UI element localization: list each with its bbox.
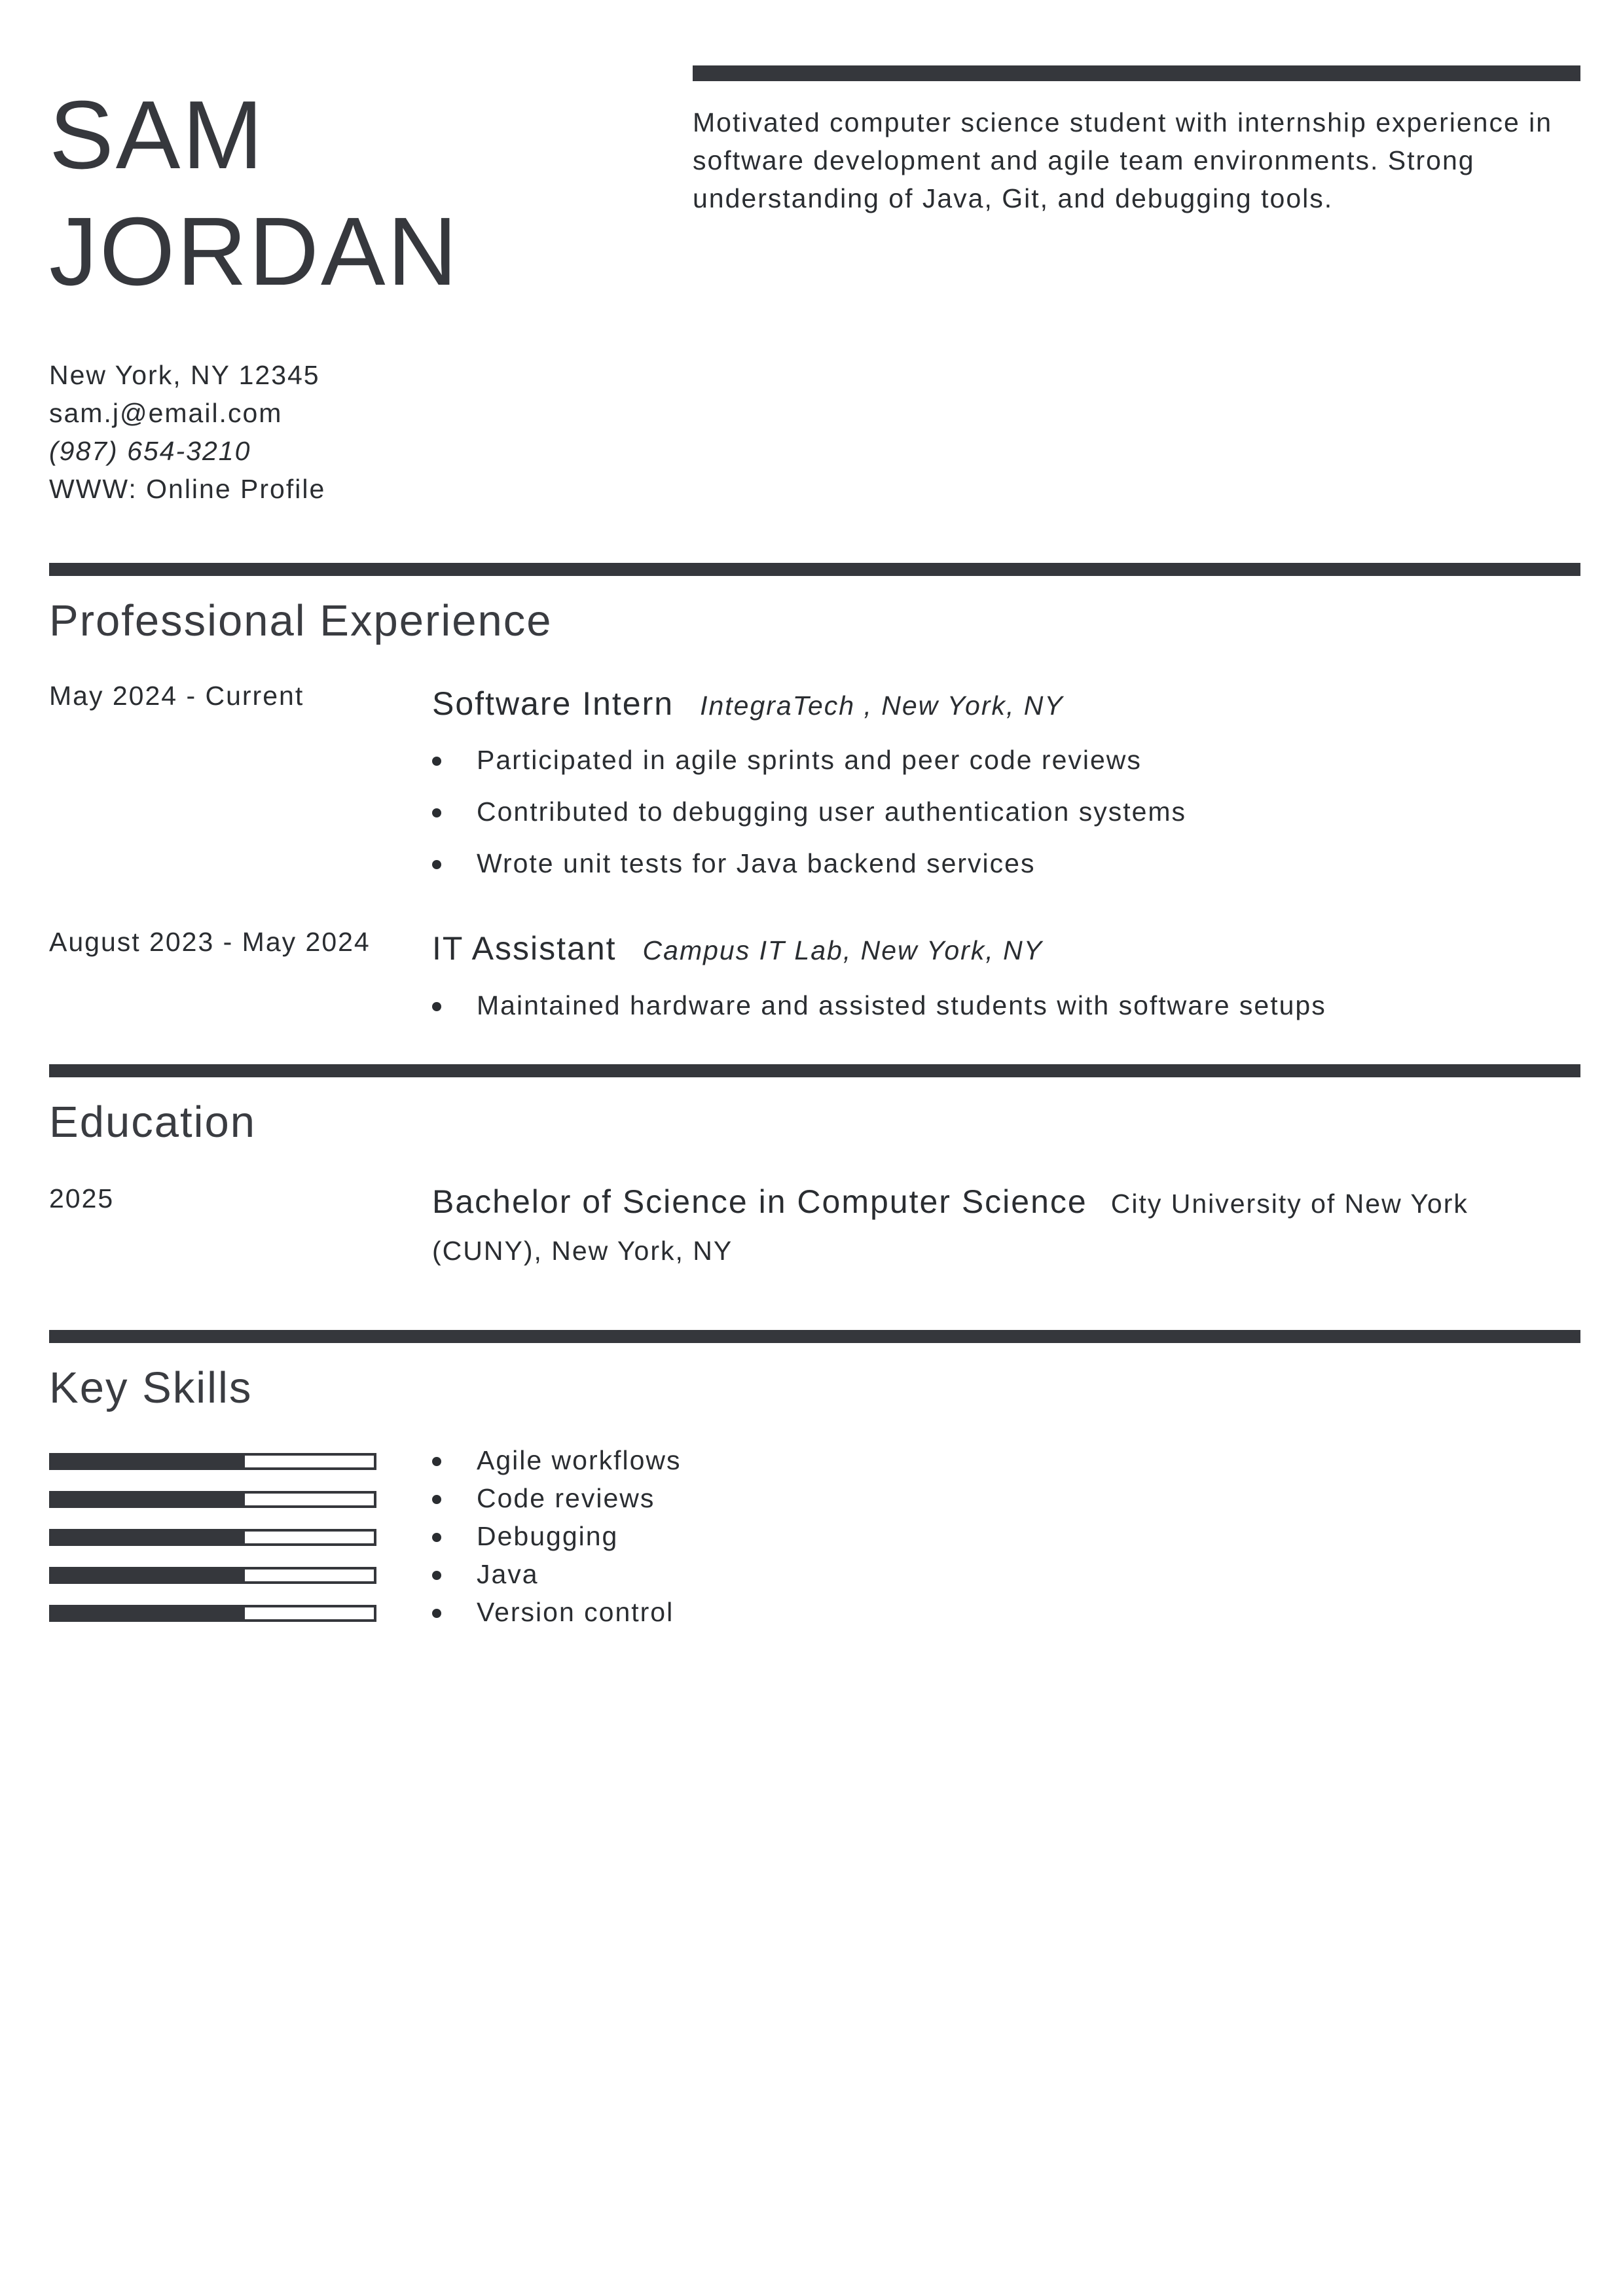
skill-label: Java [477, 1559, 539, 1589]
job-company: Campus IT Lab, New York, NY [642, 935, 1044, 965]
summary-top-rule [693, 65, 1580, 81]
job-heading [432, 685, 1064, 723]
job-dates: August 2023 - May 2024 [49, 927, 371, 957]
bullet-icon [432, 1457, 441, 1466]
bullet-icon [432, 1609, 441, 1618]
skill-rating-bar [49, 1567, 376, 1584]
bullet-icon [432, 808, 441, 817]
experience-section-title: Professional Experience [49, 596, 553, 645]
skill-rating-fill [52, 1456, 245, 1467]
skill-rating-fill [52, 1570, 245, 1581]
experience-section-rule [49, 563, 1580, 576]
skill-label: Version control [477, 1597, 674, 1627]
professional-summary: Motivated computer science student with internship experience in software development and agile team environments. Strong understanding of Java, Git, and debugging tools. [693, 107, 1553, 213]
skill-rating-fill [52, 1607, 245, 1619]
skill-rating-bar [49, 1491, 376, 1508]
last-name: JORDAN [49, 198, 460, 306]
job-heading [432, 929, 1043, 967]
contact-website[interactable]: WWW: Online Profile [49, 474, 326, 504]
education-entry [432, 1178, 1584, 1274]
skill-rating-bar [49, 1453, 376, 1470]
skill-rating-bar [49, 1529, 376, 1546]
job-dates: May 2024 - Current [49, 681, 304, 711]
contact-address: New York, NY 12345 [49, 360, 320, 390]
job-role: IT Assistant [432, 930, 617, 967]
skills-section-rule [49, 1330, 1580, 1343]
skill-rating-bar [49, 1605, 376, 1622]
bullet-icon [432, 860, 441, 869]
job-role: Software Intern [432, 685, 674, 722]
candidate-name [49, 77, 459, 310]
skill-label: Debugging [477, 1521, 619, 1551]
bullet-icon [432, 1533, 441, 1542]
contact-email[interactable]: sam.j@email.com [49, 398, 283, 428]
skill-label: Agile workflows [477, 1445, 682, 1475]
school-name: City University of New York (CUNY), New York, NY [432, 1189, 1468, 1266]
degree-name: Bachelor of Science in Computer Science [432, 1183, 1087, 1220]
job-company: IntegraTech , New York, NY [700, 691, 1064, 721]
education-section-title: Education [49, 1098, 256, 1147]
skill-rating-fill [52, 1532, 245, 1543]
bullet-icon [432, 757, 441, 766]
bullet-icon [432, 1002, 441, 1011]
skill-label: Code reviews [477, 1483, 655, 1513]
education-section-rule [49, 1064, 1580, 1077]
skills-section-title: Key Skills [49, 1363, 253, 1412]
bullet-icon [432, 1495, 441, 1504]
education-year: 2025 [49, 1183, 115, 1213]
bullet-icon [432, 1571, 441, 1580]
skill-rating-fill [52, 1494, 245, 1505]
first-name: SAM [49, 81, 265, 189]
contact-phone[interactable]: (987) 654-3210 [49, 436, 251, 466]
